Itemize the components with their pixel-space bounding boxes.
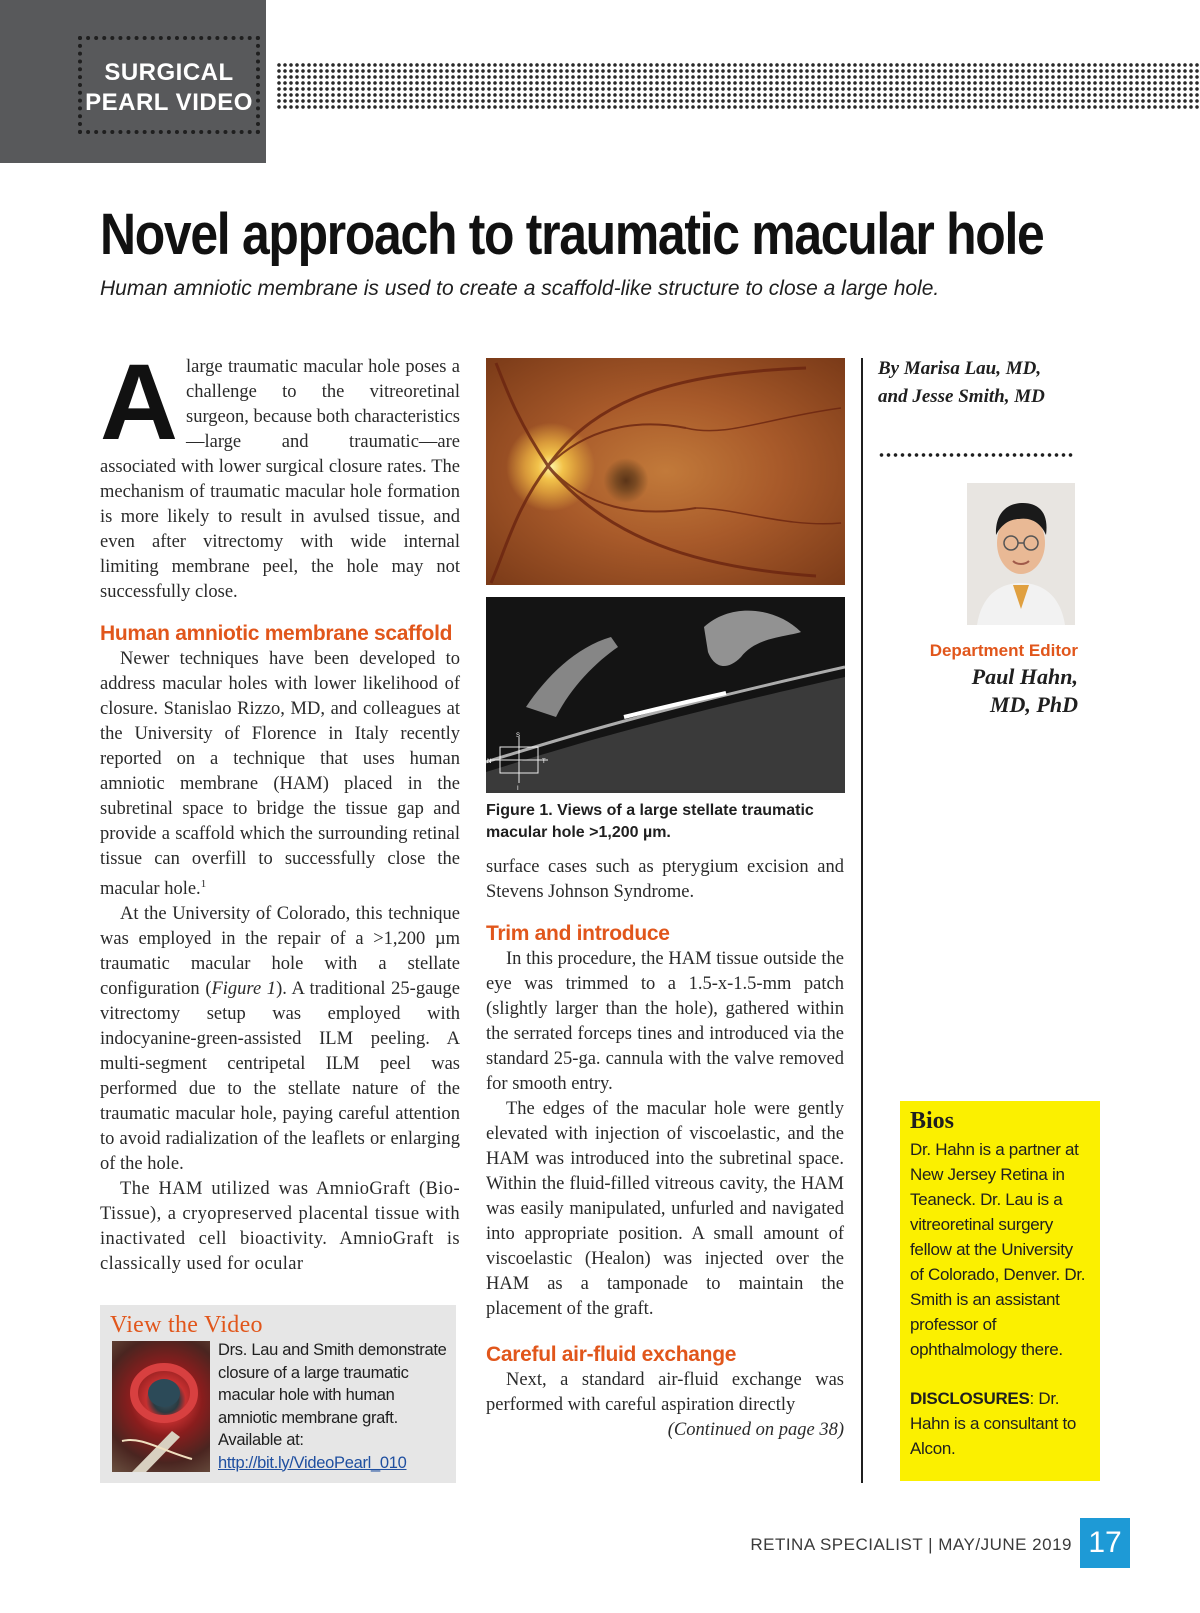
video-thumbnail[interactable] (112, 1341, 210, 1472)
page-number: 17 (1088, 1526, 1122, 1559)
video-title: View the Video (110, 1312, 263, 1338)
fundus-vessels-graphic (486, 358, 845, 585)
subhead-air-fluid-exchange: Careful air-fluid exchange (486, 1343, 737, 1366)
figure-reference: Figure 1 (211, 979, 277, 1000)
intro-paragraph (100, 341, 460, 605)
figure-caption: Figure 1. Views of a large stellate traumatic macular hole >1,200 µm. (486, 802, 814, 841)
bios-box (900, 1101, 1100, 1481)
video-link[interactable]: http://bit.ly/VideoPearl_010 (218, 1453, 407, 1472)
oct-scan-graphic (486, 597, 845, 793)
intro-text: large traumatic macular hole poses a challenge to the vitreoretinal surgeon, because both characteristics—large and traumatic—are associated with lower surgical closure rates. The mechanism of traumatic macular hole formation is more likely to result in avulsed tissue, and even after vitrectomy with wide internal limiting membrane peel, the hole may not successfully close. (100, 357, 460, 602)
editor-portrait-graphic (967, 483, 1075, 625)
bios-text: Dr. Hahn is a partner at New Jersey Retina in Teaneck. Dr. Lau is a vitreoretinal surgery fellow at the University of Colorado, Denver. Dr. Smith is an assistant professor of ophthalmology there. (910, 1140, 1086, 1359)
body-paragraph (100, 647, 460, 902)
subhead-ham-scaffold: Human amniotic membrane scaffold (100, 622, 453, 645)
body-paragraph: The HAM utilized was AmnioGraft (Bio-Tissue), a cryopreserved placental tissue with inactivated cell bioactivity. AmnioGraft is classically used for ocular (100, 1179, 460, 1275)
section-label: SURGICAL PEARL VIDEO (85, 59, 253, 116)
section-header-box (0, 0, 266, 163)
bios-title: Bios (910, 1108, 955, 1134)
fundus-photo (486, 358, 845, 585)
disclosures-label: DISCLOSURES (910, 1389, 1030, 1408)
department-editor-name: Paul Hahn, MD, PhD (971, 664, 1078, 717)
body-paragraph: Next, a standard air-fluid exchange was performed with careful aspiration directly (486, 1370, 844, 1415)
byline: By Marisa Lau, MD, and Jesse Smith, MD (878, 358, 1045, 407)
video-description-text: Drs. Lau and Smith demonstrate closure of a large traumatic macular hole with human amniotic membrane graft. Available at: (218, 1341, 447, 1449)
continued-note: (Continued on page 38) (667, 1420, 844, 1440)
body-paragraph (100, 902, 460, 1177)
article-headline: Novel approach to traumatic macular hole (100, 202, 1044, 267)
oct-label-top: S (516, 733, 521, 739)
paragraph-text: At the University of Colorado, this technique was employed in the repair of a >1,200 µm traumatic macular hole with a stellate configuration ( (100, 904, 460, 1000)
body-column-2 (486, 855, 844, 1443)
page-number-box (1080, 1518, 1130, 1568)
oct-label-bottom: I (517, 786, 519, 792)
paragraph-text: ). A traditional 25-gauge vitrectomy setup was employed with indocyanine-green-assisted ILM peeling. A multi-segment centripetal ILM peel was performed due to the stellate nature of the traumatic macular hole, paying careful attention to avoid radialization of the leaflets or enlarging of the hole. (100, 979, 460, 1175)
disclosures-text: : Dr. Hahn is a consultant to Alcon. (910, 1389, 1077, 1458)
column-divider (861, 358, 863, 1483)
bios-disclosures (910, 1386, 1090, 1461)
oct-label-right: T (542, 759, 546, 765)
reference-number: 1 (200, 878, 207, 890)
body-paragraph: surface cases such as pterygium excision and Stevens Johnson Syndrome. (486, 857, 844, 902)
body-column-1 (100, 341, 460, 1277)
editor-portrait (967, 483, 1075, 625)
body-paragraph: The edges of the macular hole were gently elevated with injection of viscoelastic, and the HAM was introduced into the subretinal space. Within the fluid-filled vitreous cavity, the HAM was easily manipulated, unfurled and navigated into appropriate position. A small amount of viscoelastic (Healon) was injected over the HAM as a tamponade to maintain the placement of the graft. (486, 1099, 844, 1319)
paragraph-text: Newer techniques have been developed to address macular holes with lower likelihood of closure. Stanislao Rizzo, MD, and colleagues at the University of Florence in Italy recently reported on a technique that uses human amniotic membrane (HAM) placed in the subretinal space to bridge the tissue gap and provide a scaffold which the surrounding retinal tissue can overfill to successfully close the macular hole. (100, 649, 460, 900)
oct-label-left: N (487, 759, 492, 765)
video-box (100, 1305, 456, 1483)
video-thumbnail-graphic (112, 1341, 210, 1472)
drop-cap: A (100, 341, 178, 462)
dotted-rule (878, 452, 1074, 458)
department-editor-label: Department Editor (929, 641, 1078, 660)
footer-publication: RETINA SPECIALIST | MAY/JUNE 2019 (750, 1535, 1072, 1554)
oct-scan (486, 597, 845, 793)
subhead-trim-introduce: Trim and introduce (486, 922, 670, 945)
article-dek: Human amniotic membrane is used to create a scaffold-like structure to close a large hole. (100, 277, 940, 300)
video-description (218, 1339, 450, 1474)
body-paragraph: In this procedure, the HAM tissue outside the eye was trimmed to a 1.5-x-1.5-mm patch (slightly larger than the hole), gathered within the serrated forceps tines and introduced via the standard 25-ga. cannula with the valve removed for smooth entry. (486, 949, 844, 1094)
header-dot-pattern (276, 62, 1200, 110)
